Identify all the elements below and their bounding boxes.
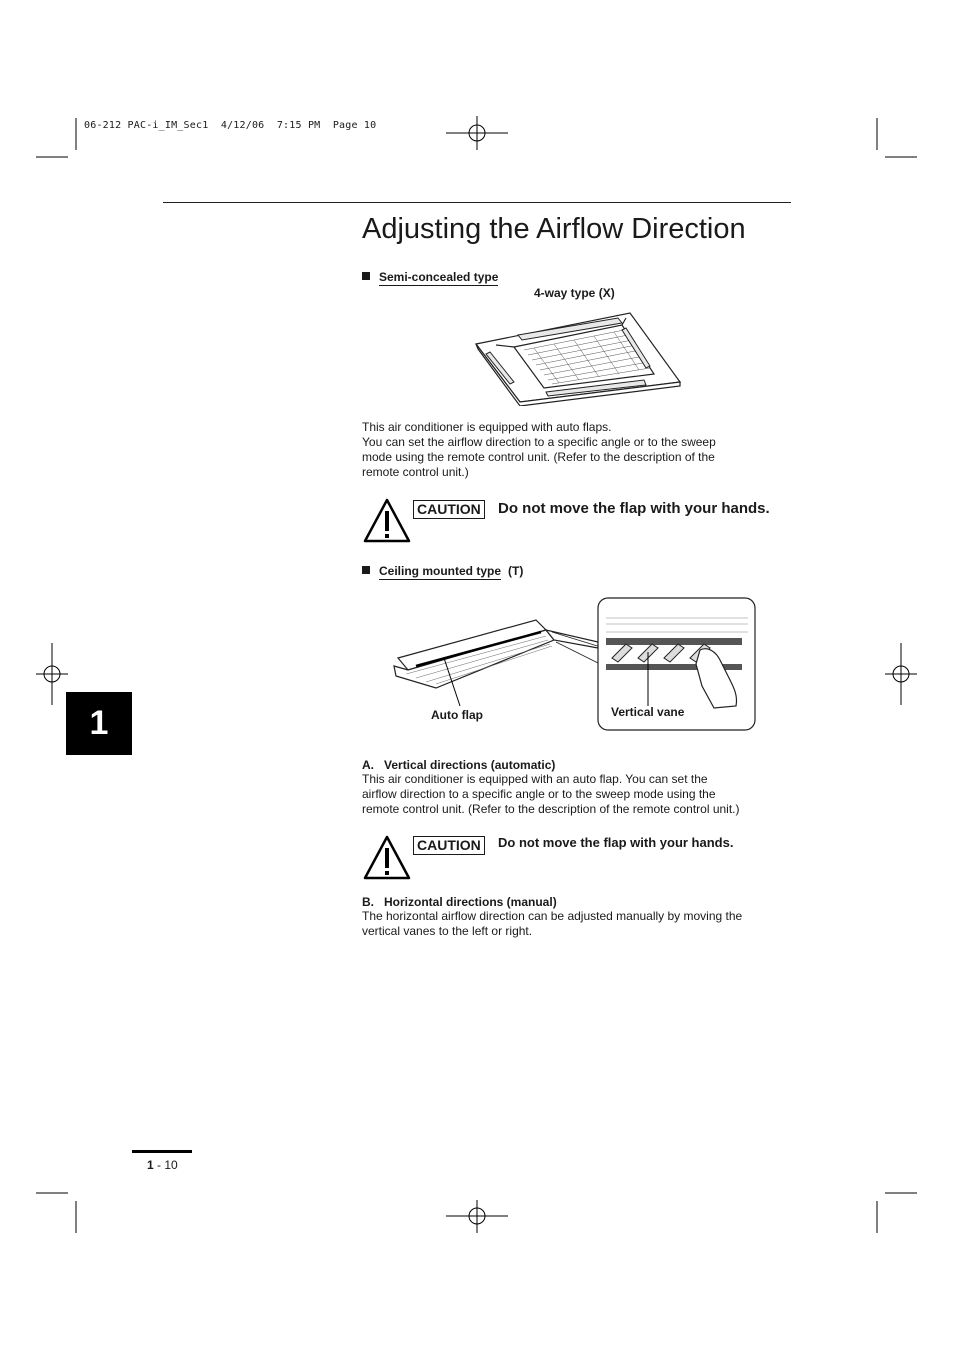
warning-triangle-icon: [363, 497, 411, 543]
section-heading-ceiling-mounted: Ceiling mounted type: [379, 564, 502, 578]
section-heading-semi-concealed: Semi-concealed type: [379, 270, 499, 284]
section1-description: This air conditioner is equipped with auto flaps. You can set the airflow direction to a specific angle or to the sweep mode using the remote control unit. (Refer to the description of the remote control unit.): [362, 420, 716, 479]
caution-message: Do not move the flap with your hands.: [498, 835, 734, 850]
caution-message: Do not move the flap with your hands.: [498, 500, 770, 517]
unit-label-4-way: 4-way type (X): [534, 286, 615, 300]
bullet-square: [362, 272, 370, 280]
footer-rule: [132, 1150, 192, 1153]
page-number: [147, 1158, 178, 1172]
section-heading-suffix: (T): [508, 564, 524, 578]
header-rule: [163, 202, 791, 203]
caution-badge: CAUTION: [413, 500, 485, 519]
bullet-square: [362, 566, 370, 574]
print-slug: 06-212 PAC-i_IM_Sec1 4/12/06 7:15 PM Page 10: [84, 120, 377, 131]
page-number-rest: - 10: [153, 1158, 178, 1172]
warning-triangle-icon: [363, 834, 411, 880]
page-number-chapter: 1: [147, 1158, 154, 1172]
four-way-cassette-illustration: [474, 310, 684, 406]
registration-target-top: [446, 116, 508, 150]
page-title: Adjusting the Airflow Direction: [362, 213, 746, 245]
registration-target-bottom: [446, 1200, 508, 1233]
subsection-a-text: This air conditioner is equipped with an auto flap. You can set the airflow direction to a specific angle or to the sweep mode using the remote control unit. (Refer to the description of the remote control unit.): [362, 772, 740, 816]
subsection-b-heading: B. Horizontal directions (manual): [362, 895, 557, 909]
registration-target-right: [885, 643, 917, 705]
subsection-a-heading: A. Vertical directions (automatic): [362, 758, 556, 772]
caption-vertical-vane: Vertical vane: [611, 705, 685, 719]
chapter-tab: 1: [66, 692, 132, 755]
caution-badge: CAUTION: [413, 836, 485, 855]
registration-target-left: [36, 643, 68, 705]
subsection-b-text: The horizontal airflow direction can be adjusted manually by moving the vertical vanes to the left or right.: [362, 909, 743, 938]
caption-auto-flap: Auto flap: [431, 708, 483, 722]
